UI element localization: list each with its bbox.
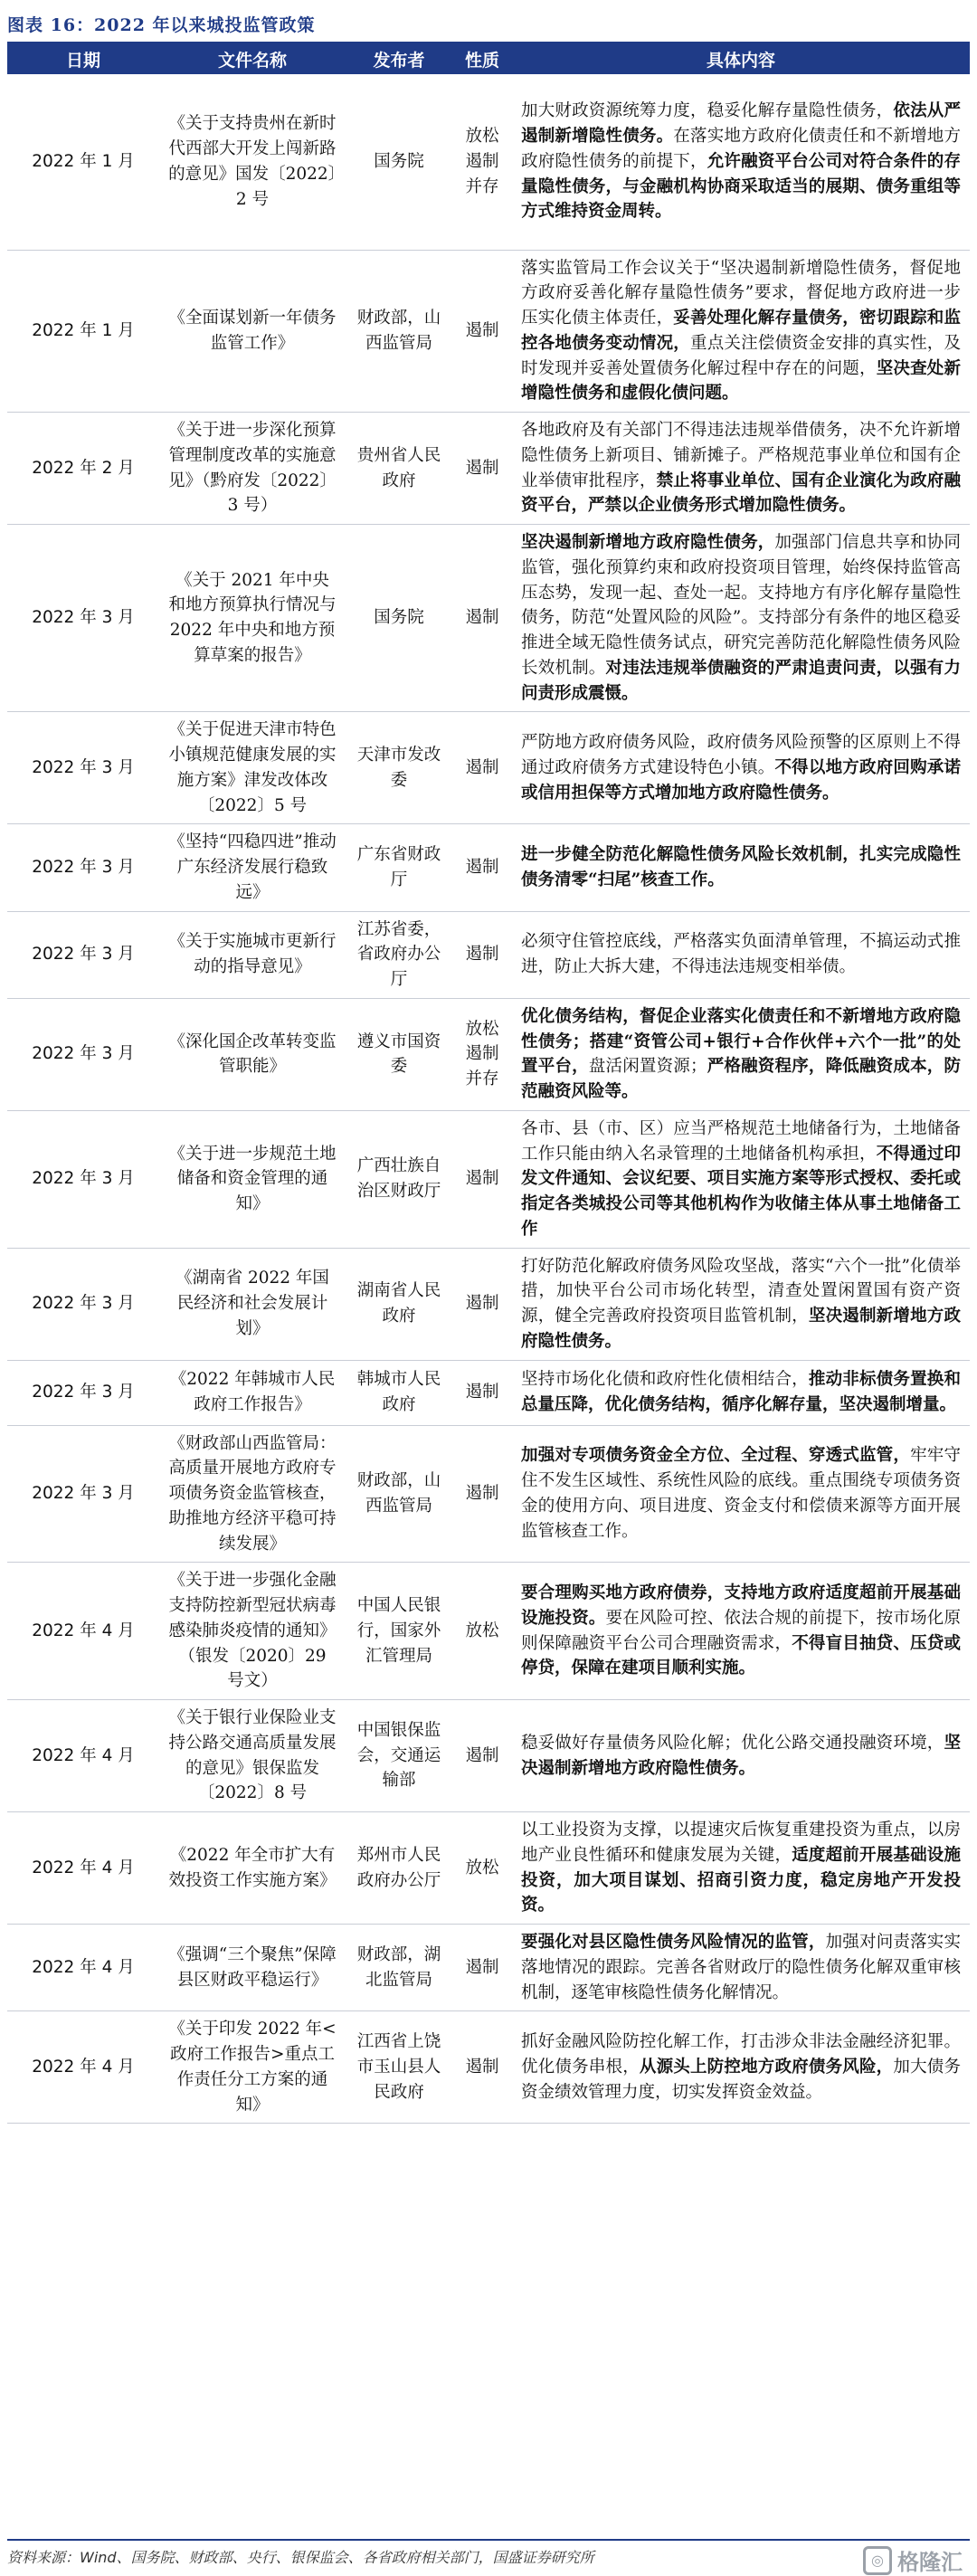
row-document: 《关于进一步强化金融支持防控新型冠状病毒感染肺炎疫情的通知》（银发〔2020〕29 号文） xyxy=(159,1563,346,1700)
row-document: 《全面谋划新一年债务监管工作》 xyxy=(159,250,346,413)
table-row xyxy=(7,525,970,712)
detail-text: 必须守住管控底线，严格落实负面清单管理，不搞运动式推进，防止大拆大建，不得违法违规变相举债。 xyxy=(521,932,961,977)
row-details xyxy=(512,413,970,525)
row-publisher: 广东省财政厅 xyxy=(346,824,452,911)
row-document: 《2022 年全市扩大有效投资工作实施方案》 xyxy=(159,1812,346,1925)
row-publisher: 中国人民银行，国家外汇管理局 xyxy=(346,1563,452,1700)
table-row xyxy=(7,1563,970,1700)
row-publisher: 遵义市国资委 xyxy=(346,998,452,1110)
table-row xyxy=(7,1248,970,1360)
detail-emphasis: 坚决遏制新增地方政府隐性债务。 xyxy=(521,1307,961,1351)
table-header-row xyxy=(7,43,970,74)
row-publisher: 贵州省人民政府 xyxy=(346,413,452,525)
detail-emphasis: 妥善处理化解存量债务，密切跟踪和监控各地债务变动情况， xyxy=(521,309,961,353)
row-date: 2022 年 3 月 xyxy=(7,911,159,998)
row-details xyxy=(512,250,970,413)
row-nature: 遏制 xyxy=(452,1248,512,1360)
header-date: 日期 xyxy=(7,43,159,74)
row-date: 2022 年 4 月 xyxy=(7,2011,159,2124)
detail-text: 加强对问责落实实落地情况的跟踪。完善各省财政厅的隐性债务化解双重审核机制，逐笔审核隐性债务化解情况。 xyxy=(521,1933,961,2002)
detail-text: 盘活闲置资源； xyxy=(588,1057,707,1077)
row-document: 《关于印发 2022 年<政府工作报告>重点工作责任分工方案的通知》 xyxy=(159,2011,346,2124)
detail-emphasis: 进一步健全防范化解隐性债务风险长效机制，扎实完成隐性债务清零“扫尾”核查工作。 xyxy=(521,845,961,889)
watermark xyxy=(863,2544,963,2576)
row-nature: 遏制 xyxy=(452,824,512,911)
row-details xyxy=(512,1110,970,1248)
detail-emphasis: 推动非标债务置换和总量压降，优化债务结构，循序化解存量，坚决遏制增量。 xyxy=(521,1370,961,1414)
row-details xyxy=(512,1360,970,1425)
table-row xyxy=(7,1925,970,2011)
detail-text: 落实监管局工作会议关于“坚决遏制新增隐性债务，督促地方政府妥善化解存量隐性债务”要求，督促地方政府进一步压实化债主体责任， xyxy=(521,258,961,328)
row-nature: 遏制 xyxy=(452,1700,512,1812)
detail-emphasis: 依法从严遏制新增隐性债务。 xyxy=(521,101,961,147)
row-document: 《关于支持贵州在新时代西部大开发上闯新路的意见》国发〔2022〕2 号 xyxy=(159,74,346,250)
row-details xyxy=(512,1563,970,1700)
table-row xyxy=(7,413,970,525)
row-date: 2022 年 4 月 xyxy=(7,1563,159,1700)
row-date: 2022 年 3 月 xyxy=(7,824,159,911)
detail-emphasis: 禁止将事业单位、国有企业演化为政府融资平台，严禁以企业债务形式增加隐性债务。 xyxy=(521,471,961,516)
detail-emphasis: 要强化对县区隐性债务风险情况的监管， xyxy=(521,1933,826,1952)
row-details xyxy=(512,74,970,250)
row-publisher: 广西壮族自治区财政厅 xyxy=(346,1110,452,1248)
row-document: 《深化国企改革转变监管职能》 xyxy=(159,998,346,1110)
row-details xyxy=(512,2011,970,2124)
detail-text: 稳妥做好存量债务风险化解；优化公路交通投融资环境， xyxy=(521,1733,944,1753)
row-details xyxy=(512,1925,970,2011)
detail-emphasis: 加强对专项债务资金全方位、全过程、穿透式监管， xyxy=(521,1446,911,1466)
watermark-text: 格隆汇 xyxy=(897,2550,963,2575)
row-publisher: 中国银保监会，交通运输部 xyxy=(346,1700,452,1812)
table-row xyxy=(7,2011,970,2124)
row-date: 2022 年 4 月 xyxy=(7,1925,159,2011)
row-publisher: 财政部，湖北监管局 xyxy=(346,1925,452,2011)
row-document: 《关于进一步深化预算管理制度改革的实施意见》（黔府发〔2022〕3 号） xyxy=(159,413,346,525)
row-details xyxy=(512,911,970,998)
detail-emphasis: 坚决遏制新增地方政府隐性债务， xyxy=(521,533,775,552)
row-publisher: 国务院 xyxy=(346,525,452,712)
header-publisher: 发布者 xyxy=(346,43,452,74)
row-publisher: 湖南省人民政府 xyxy=(346,1248,452,1360)
row-publisher: 江苏省委，省政府办公厅 xyxy=(346,911,452,998)
row-document: 《关于银行业保险业支持公路交通高质量发展的意见》银保监发〔2022〕8 号 xyxy=(159,1700,346,1812)
row-nature: 放松 xyxy=(452,1812,512,1925)
detail-text: 以工业投资为支撑，以提速灾后恢复重建投资为重点，以房地产业良性循环和健康发展为关键， xyxy=(521,1820,961,1865)
table-row xyxy=(7,998,970,1110)
row-nature: 放松遏制并存 xyxy=(452,74,512,250)
row-nature: 遏制 xyxy=(452,525,512,712)
row-publisher: 江西省上饶市玉山县人民政府 xyxy=(346,2011,452,2124)
row-publisher: 财政部，山西监管局 xyxy=(346,250,452,413)
detail-text: 要在风险可控、依法合规的前提下，按市场化原则保障融资平台公司合理融资需求， xyxy=(521,1608,961,1653)
detail-emphasis: 优化债务结构，督促企业落实化债责任和不新增地方政府隐性债务；搭建“资管公司+银行+合作伙伴+六个一批”的处置平台， xyxy=(521,1006,961,1077)
detail-emphasis: 严格融资程序，降低融资成本，防范融资风险等。 xyxy=(521,1057,961,1101)
watermark-logo-icon: ◎ xyxy=(863,2546,892,2575)
row-document: 《财政部山西监管局：高质量开展地方政府专项债务资金监管核查，助推地方经济平稳可持续发展》 xyxy=(159,1425,346,1563)
table-row xyxy=(7,911,970,998)
row-date: 2022 年 3 月 xyxy=(7,1425,159,1563)
detail-emphasis: 允许融资平台公司对符合条件的存量隐性债务，与金融机构协商采取适当的展期、债务重组等方式维持资金周转。 xyxy=(521,151,961,222)
row-publisher: 韩城市人民政府 xyxy=(346,1360,452,1425)
detail-text: 抓好金融风险防控化解工作，打击涉众非法金融经济犯罪。优化债务串根， xyxy=(521,2032,961,2077)
row-date: 2022 年 3 月 xyxy=(7,712,159,824)
row-date: 2022 年 1 月 xyxy=(7,250,159,413)
detail-emphasis: 要合理购买地方政府债券，支持地方政府适度超前开展基础设施投资。 xyxy=(521,1583,961,1628)
row-nature: 遏制 xyxy=(452,1925,512,2011)
table-row xyxy=(7,1360,970,1425)
detail-text: 打好防范化解政府债务风险攻坚战，落实“六个一批”化债举措，加快平台公司市场化转型，清查处置闲置国有资产资源，健全完善政府投资项目监管机制， xyxy=(521,1256,961,1326)
figure-title-bar xyxy=(7,5,970,44)
row-details xyxy=(512,1700,970,1812)
detail-emphasis: 不得盲目抽贷、压贷或停贷，保障在建项目顺利实施。 xyxy=(521,1633,961,1678)
row-document: 《关于实施城市更新行动的指导意见》 xyxy=(159,911,346,998)
row-details xyxy=(512,1248,970,1360)
row-nature: 遏制 xyxy=(452,712,512,824)
row-publisher: 财政部，山西监管局 xyxy=(346,1425,452,1563)
detail-text: 重点关注偿债资金安排的真实性，及时发现并妥善处置债务化解过程中存在的问题， xyxy=(521,333,961,378)
row-document: 《关于 2021 年中央和地方预算执行情况与 2022 年中央和地方预算草案的报告》 xyxy=(159,525,346,712)
table-row xyxy=(7,1700,970,1812)
detail-emphasis: 不得以地方政府回购承诺或信用担保等方式增加地方政府隐性债务。 xyxy=(521,757,961,803)
header-nature: 性质 xyxy=(452,43,512,74)
detail-text: 各市、县（市、区）应当严格规范土地储备行为，土地储备工作只能由纳入名录管理的土地储备机构承担， xyxy=(521,1118,961,1164)
row-document: 《湖南省 2022 年国民经济和社会发展计划》 xyxy=(159,1248,346,1360)
table-row xyxy=(7,1110,970,1248)
detail-text: 加大债务资金绩效管理力度，切实发挥资金效益。 xyxy=(521,2057,961,2102)
row-date: 2022 年 4 月 xyxy=(7,1812,159,1925)
row-details xyxy=(512,1425,970,1563)
row-details xyxy=(512,998,970,1110)
table-row xyxy=(7,712,970,824)
table-row xyxy=(7,1812,970,1925)
table-body xyxy=(7,74,970,2124)
detail-emphasis: 不得通过印发文件通知、会议纪要、项目实施方案等形式授权、委托或指定各类城投公司等其他机构作为收储主体从事土地储备工作 xyxy=(521,1144,961,1239)
row-details xyxy=(512,525,970,712)
row-date: 2022 年 3 月 xyxy=(7,525,159,712)
row-nature: 遏制 xyxy=(452,2011,512,2124)
row-nature: 遏制 xyxy=(452,1425,512,1563)
row-details xyxy=(512,1812,970,1925)
row-date: 2022 年 3 月 xyxy=(7,1110,159,1248)
detail-text: 牢牢守住不发生区域性、系统性风险的底线。重点围绕专项债务资金的使用方向、项目进度、资金支付和偿债来源等方面开展监管核查工作。 xyxy=(521,1446,961,1541)
figure-title: 图表 16：2022 年以来城投监管政策 xyxy=(7,14,316,35)
detail-emphasis: 坚决查处新增隐性债务和虚假化债问题。 xyxy=(521,358,961,404)
row-details xyxy=(512,824,970,911)
row-document: 《关于促进天津市特色小镇规范健康发展的实施方案》津发改体改〔2022〕5 号 xyxy=(159,712,346,824)
row-date: 2022 年 2 月 xyxy=(7,413,159,525)
detail-text: 坚持市场化化债和政府性化债相结合， xyxy=(521,1370,809,1390)
row-document: 《强调“三个聚焦”保障县区财政平稳运行》 xyxy=(159,1925,346,2011)
table-row xyxy=(7,1425,970,1563)
detail-emphasis: 适度超前开展基础设施投资，加大项目谋划、招商引资力度，稳定房地产开发投资。 xyxy=(521,1845,961,1915)
row-document: 《2022 年韩城市人民政府工作报告》 xyxy=(159,1360,346,1425)
row-publisher: 天津市发改委 xyxy=(346,712,452,824)
header-document: 文件名称 xyxy=(159,43,346,74)
table-row xyxy=(7,824,970,911)
row-date: 2022 年 3 月 xyxy=(7,1248,159,1360)
detail-text: 严防地方政府债务风险，政府债务风险预警的区原则上不得通过政府债务方式建设特色小镇。 xyxy=(521,733,961,777)
row-document: 《关于进一步规范土地储备和资金管理的通知》 xyxy=(159,1110,346,1248)
row-nature: 遏制 xyxy=(452,1110,512,1248)
header-details: 具体内容 xyxy=(512,43,970,74)
detail-emphasis: 从源头上防控地方政府债务风险， xyxy=(639,2057,894,2077)
row-nature: 放松遏制并存 xyxy=(452,998,512,1110)
row-date: 2022 年 4 月 xyxy=(7,1700,159,1812)
row-nature: 遏制 xyxy=(452,250,512,413)
row-nature: 遏制 xyxy=(452,413,512,525)
row-publisher: 国务院 xyxy=(346,74,452,250)
row-date: 2022 年 1 月 xyxy=(7,74,159,250)
detail-emphasis: 对违法违规举债融资的严肃追责问责，以强有力问责形成震慑。 xyxy=(521,658,961,703)
row-nature: 遏制 xyxy=(452,1360,512,1425)
detail-text: 加大财政资源统筹力度，稳妥化解存量隐性债务， xyxy=(521,101,894,121)
row-publisher: 郑州市人民政府办公厅 xyxy=(346,1812,452,1925)
row-nature: 遏制 xyxy=(452,911,512,998)
detail-text: 在落实地方政府化债责任和不新增地方政府隐性债务的前提下， xyxy=(521,127,961,171)
row-details xyxy=(512,712,970,824)
detail-text: 加强部门信息共享和协同监管，强化预算约束和政府投资项目管理，始终保持监管高压态势，发现一起、查处一起。支持地方有序化解存量隐性债务，防范“处置风险的风险”。支持部分有条件的地区稳妥推进全域无隐性债务试点，研究完善防范化解隐性债务风险长效机制。 xyxy=(521,533,961,678)
policy-table xyxy=(7,43,970,2124)
row-document: 《坚持“四稳四进”推动广东经济发展行稳致远》 xyxy=(159,824,346,911)
table-row xyxy=(7,74,970,250)
detail-text: 各地政府及有关部门不得违法违规举借债务，决不允许新增隐性债务上新项目、铺新摊子。严格规范事业单位和国有企业举债审批程序， xyxy=(521,421,961,490)
detail-emphasis: 坚决遏制新增地方政府隐性债务。 xyxy=(521,1733,961,1778)
row-nature: 放松 xyxy=(452,1563,512,1700)
row-date: 2022 年 3 月 xyxy=(7,1360,159,1425)
table-row xyxy=(7,250,970,413)
source-note: 资料来源：Wind、国务院、财政部、央行、银保监会、各省政府相关部门，国盛证券研究所 xyxy=(7,2539,970,2567)
row-date: 2022 年 3 月 xyxy=(7,998,159,1110)
